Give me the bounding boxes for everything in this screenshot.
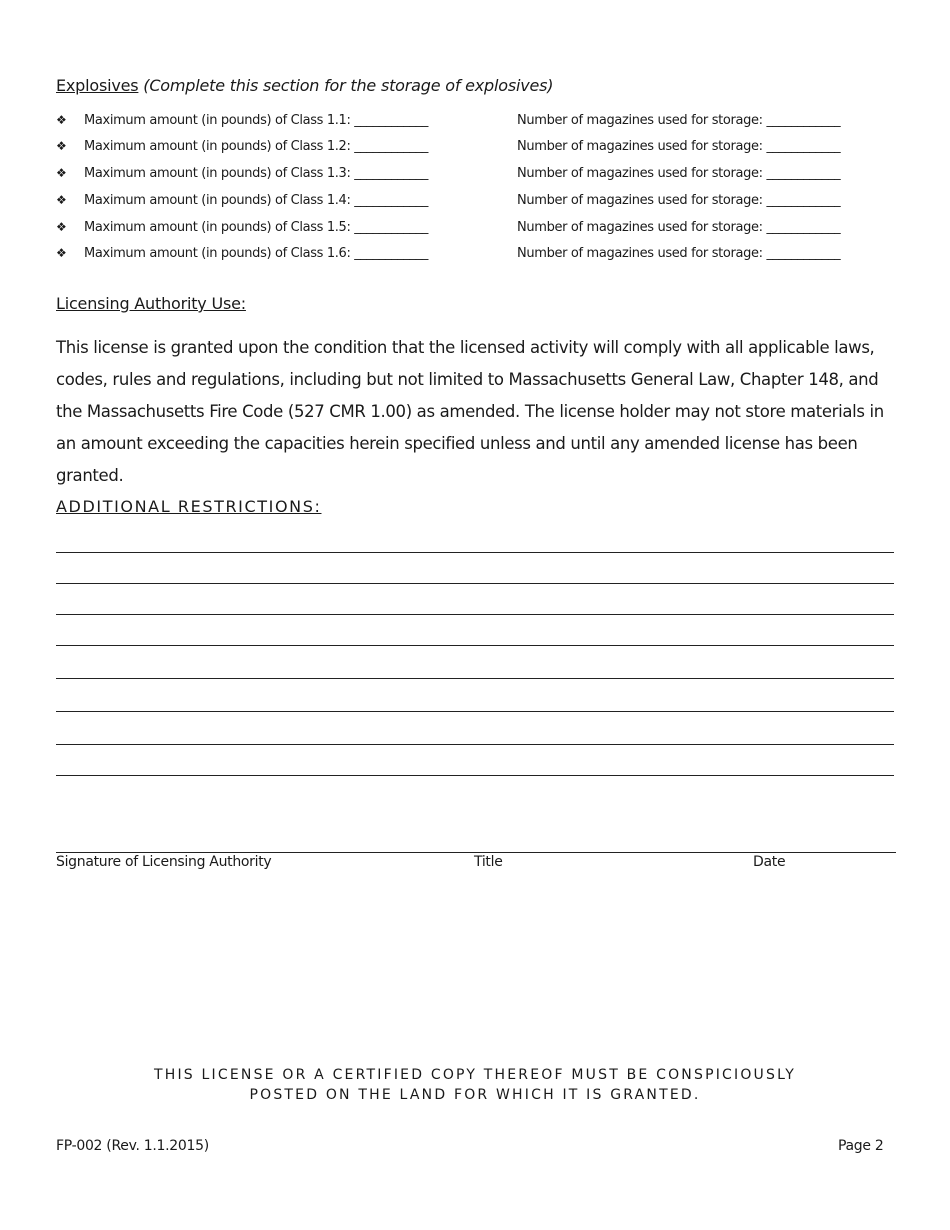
magazines-count-1-6-field[interactable]: Number of magazines used for storage: ____________ xyxy=(517,246,841,261)
max-amount-class-1-6-field[interactable]: Maximum amount (in pounds) of Class 1.6: ____________ xyxy=(84,246,429,261)
signature-line[interactable] xyxy=(56,852,896,853)
max-amount-class-1-2-field[interactable]: Maximum amount (in pounds) of Class 1.2: ____________ xyxy=(84,139,429,154)
explosives-item-1-4 xyxy=(56,193,876,213)
restriction-line-3[interactable] xyxy=(56,614,894,615)
explosives-item-1-5 xyxy=(56,220,876,240)
max-amount-class-1-3-field[interactable]: Maximum amount (in pounds) of Class 1.3: ____________ xyxy=(84,166,429,181)
posting-notice xyxy=(0,1065,950,1105)
restriction-line-8[interactable] xyxy=(56,775,894,776)
posting-notice-line-2: POSTED ON THE LAND FOR WHICH IT IS GRANTED. xyxy=(249,1087,701,1103)
diamond-bullet-icon: ❖ xyxy=(56,166,67,180)
restriction-line-1[interactable] xyxy=(56,552,894,553)
restriction-line-7[interactable] xyxy=(56,744,894,745)
diamond-bullet-icon: ❖ xyxy=(56,246,67,260)
magazines-count-1-2-field[interactable]: Number of magazines used for storage: ____________ xyxy=(517,139,841,154)
restriction-line-6[interactable] xyxy=(56,711,894,712)
max-amount-class-1-4-field[interactable]: Maximum amount (in pounds) of Class 1.4: ____________ xyxy=(84,193,429,208)
additional-restrictions-heading: ADDITIONAL RESTRICTIONS: xyxy=(56,497,322,516)
max-amount-class-1-5-field[interactable]: Maximum amount (in pounds) of Class 1.5: ____________ xyxy=(84,220,429,235)
form-identifier: FP-002 (Rev. 1.1.2015) xyxy=(56,1138,209,1154)
license-conditions-paragraph: This license is granted upon the condition that the licensed activity will comply with all applicable laws, codes, rules and regulations, including but not limited to Massachusetts General Law, Chapter 148, and the Massachusetts Fire Code (527 CMR 1.00) as amended. The license holder may not store materials in an amount exceeding the capacities herein specified unless and until any amended license has been granted. xyxy=(56,338,884,485)
explosives-item-1-3 xyxy=(56,166,876,186)
posting-notice-line-1: THIS LICENSE OR A CERTIFIED COPY THEREOF MUST BE CONSPICIOUSLY xyxy=(154,1067,796,1083)
diamond-bullet-icon: ❖ xyxy=(56,220,67,234)
magazines-count-1-4-field[interactable]: Number of magazines used for storage: ____________ xyxy=(517,193,841,208)
explosives-section-title xyxy=(56,76,553,95)
magazines-count-1-5-field[interactable]: Number of magazines used for storage: ____________ xyxy=(517,220,841,235)
explosives-heading: Explosives xyxy=(56,76,139,95)
restriction-line-5[interactable] xyxy=(56,678,894,679)
explosives-item-1-6 xyxy=(56,246,876,266)
max-amount-class-1-1-field[interactable]: Maximum amount (in pounds) of Class 1.1: ____________ xyxy=(84,113,429,128)
diamond-bullet-icon: ❖ xyxy=(56,139,67,153)
licensing-authority-heading: Licensing Authority Use: xyxy=(56,294,246,313)
signature-authority-label: Signature of Licensing Authority xyxy=(56,854,272,870)
magazines-count-1-1-field[interactable]: Number of magazines used for storage: ____________ xyxy=(517,113,841,128)
explosives-item-1-1 xyxy=(56,113,876,133)
diamond-bullet-icon: ❖ xyxy=(56,193,67,207)
restriction-line-2[interactable] xyxy=(56,583,894,584)
explosives-item-1-2 xyxy=(56,139,876,159)
restriction-line-4[interactable] xyxy=(56,645,894,646)
diamond-bullet-icon: ❖ xyxy=(56,113,67,127)
explosives-instructions: (Complete this section for the storage of explosives) xyxy=(143,76,554,95)
page-number: Page 2 xyxy=(838,1138,884,1154)
signature-title-label: Title xyxy=(474,854,503,870)
signature-date-label: Date xyxy=(753,854,786,870)
magazines-count-1-3-field[interactable]: Number of magazines used for storage: ____________ xyxy=(517,166,841,181)
